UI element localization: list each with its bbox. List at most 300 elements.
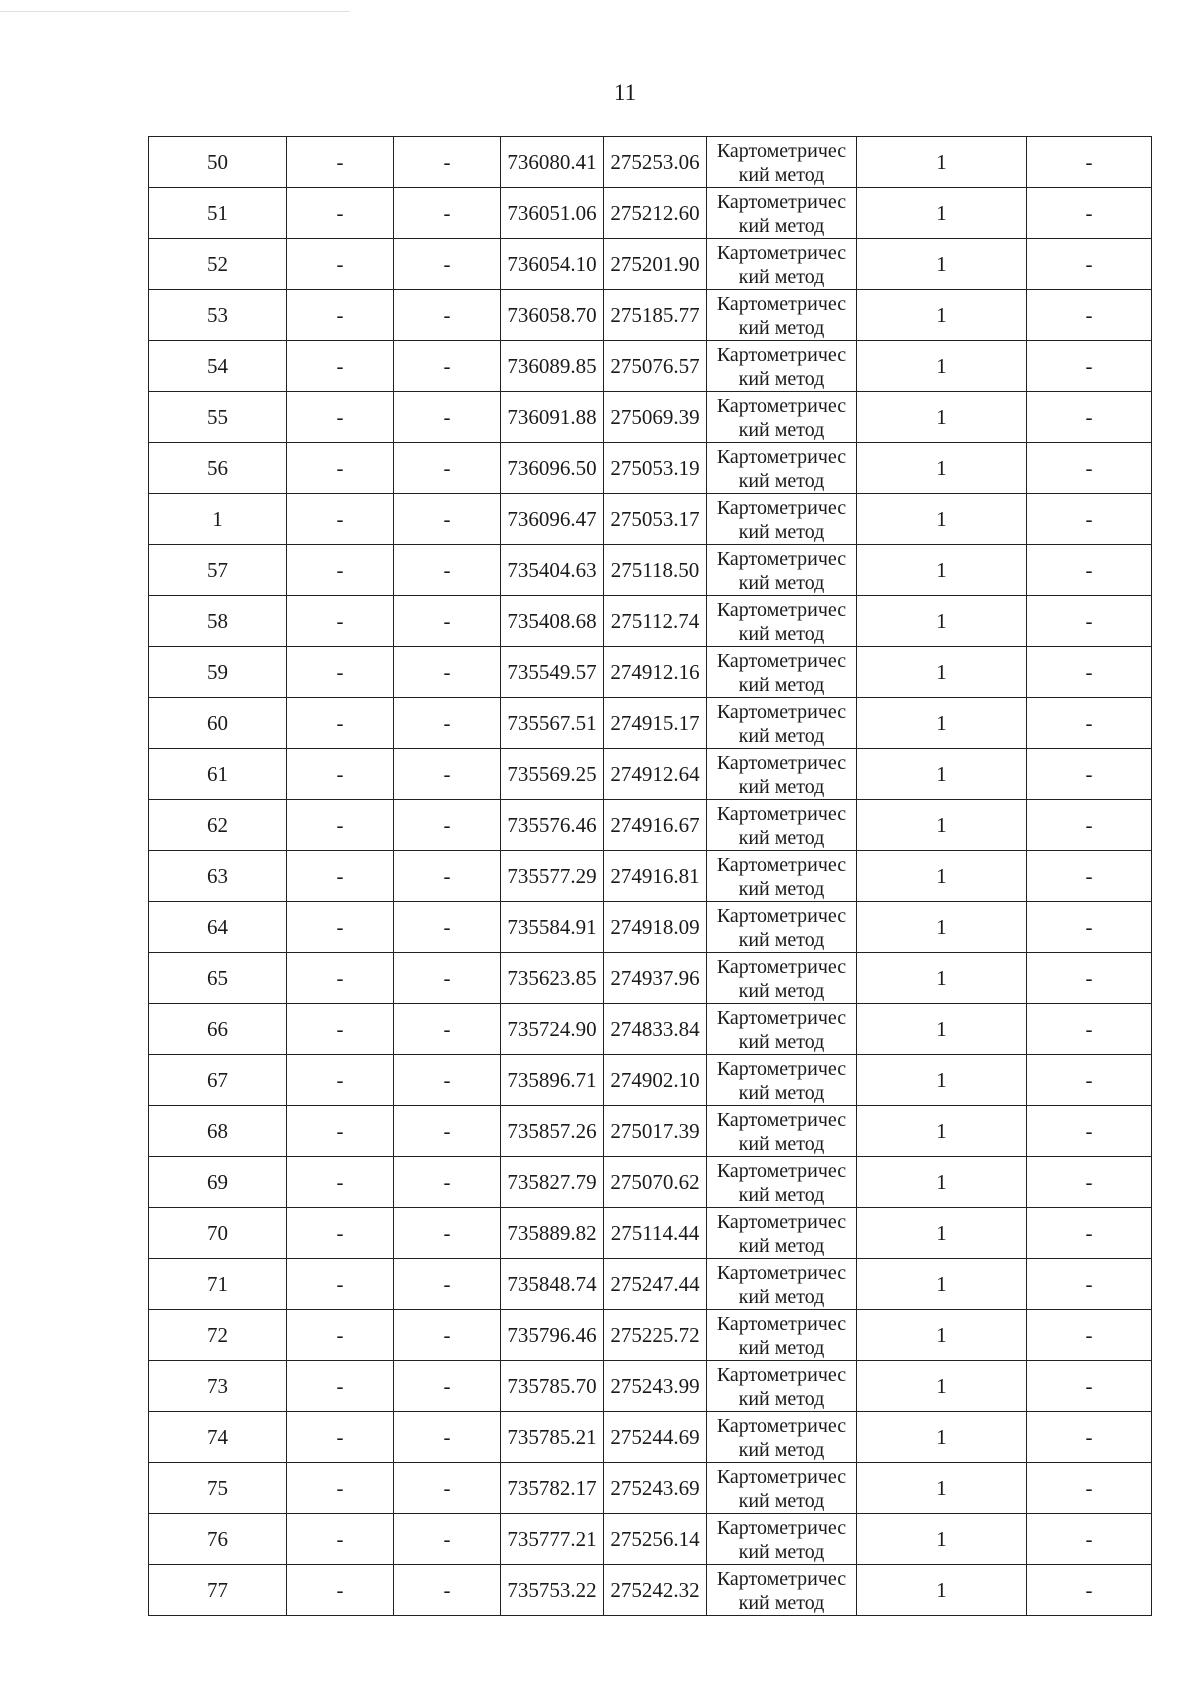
table-row (149, 1157, 1152, 1208)
empty-cell: - (287, 1055, 394, 1106)
empty-cell: - (287, 596, 394, 647)
empty-cell: - (394, 1208, 501, 1259)
description-cell: - (1027, 902, 1152, 953)
method-line-1: Картометричес (716, 548, 847, 570)
accuracy-cell: 1 (857, 443, 1027, 494)
method-line-2: кий метод (738, 419, 825, 441)
y-coordinate-cell: 274912.16 (604, 647, 707, 698)
table-row (149, 1259, 1152, 1310)
empty-cell: - (394, 1259, 501, 1310)
accuracy-cell: 1 (857, 953, 1027, 1004)
method-cell (707, 749, 857, 800)
accuracy-cell: 1 (857, 1310, 1027, 1361)
method-line-1: Картометричес (716, 1568, 847, 1590)
accuracy-cell: 1 (857, 1412, 1027, 1463)
point-number-cell: 53 (149, 290, 287, 341)
description-cell: - (1027, 137, 1152, 188)
empty-cell: - (394, 902, 501, 953)
accuracy-cell: 1 (857, 1106, 1027, 1157)
table-row (149, 1004, 1152, 1055)
empty-cell: - (287, 1208, 394, 1259)
method-cell (707, 1463, 857, 1514)
method-cell (707, 953, 857, 1004)
x-coordinate-cell: 735549.57 (501, 647, 604, 698)
description-cell: - (1027, 1208, 1152, 1259)
x-coordinate-cell: 735577.29 (501, 851, 604, 902)
y-coordinate-cell: 274918.09 (604, 902, 707, 953)
accuracy-cell: 1 (857, 1055, 1027, 1106)
point-number-cell: 51 (149, 188, 287, 239)
accuracy-cell: 1 (857, 290, 1027, 341)
empty-cell: - (287, 290, 394, 341)
description-cell: - (1027, 1565, 1152, 1616)
accuracy-cell: 1 (857, 1259, 1027, 1310)
x-coordinate-cell: 736051.06 (501, 188, 604, 239)
accuracy-cell: 1 (857, 902, 1027, 953)
method-cell (707, 1208, 857, 1259)
page-number: 11 (613, 80, 637, 105)
point-number-cell: 50 (149, 137, 287, 188)
point-number-cell: 1 (149, 494, 287, 545)
y-coordinate-cell: 275243.69 (604, 1463, 707, 1514)
table-row (149, 698, 1152, 749)
description-cell: - (1027, 1157, 1152, 1208)
y-coordinate-cell: 275253.06 (604, 137, 707, 188)
description-cell: - (1027, 953, 1152, 1004)
description-cell: - (1027, 341, 1152, 392)
empty-cell: - (287, 1004, 394, 1055)
point-number-cell: 58 (149, 596, 287, 647)
method-line-2: кий метод (738, 980, 825, 1002)
y-coordinate-cell: 275070.62 (604, 1157, 707, 1208)
method-line-1: Картометричес (716, 1109, 847, 1131)
table-row (149, 1310, 1152, 1361)
accuracy-cell: 1 (857, 137, 1027, 188)
table-row (149, 1361, 1152, 1412)
method-line-1: Картометричес (716, 395, 847, 417)
empty-cell: - (394, 698, 501, 749)
accuracy-cell: 1 (857, 1157, 1027, 1208)
method-cell (707, 1106, 857, 1157)
description-cell: - (1027, 290, 1152, 341)
table-row (149, 1514, 1152, 1565)
method-cell (707, 1259, 857, 1310)
method-cell (707, 800, 857, 851)
description-cell: - (1027, 647, 1152, 698)
description-cell: - (1027, 1259, 1152, 1310)
x-coordinate-cell: 735785.70 (501, 1361, 604, 1412)
y-coordinate-cell: 274916.67 (604, 800, 707, 851)
empty-cell: - (287, 698, 394, 749)
y-coordinate-cell: 275185.77 (604, 290, 707, 341)
point-number-cell: 69 (149, 1157, 287, 1208)
empty-cell: - (394, 1157, 501, 1208)
method-line-2: кий метод (738, 470, 825, 492)
method-cell (707, 545, 857, 596)
x-coordinate-cell: 735576.46 (501, 800, 604, 851)
x-coordinate-cell: 735896.71 (501, 1055, 604, 1106)
empty-cell: - (287, 851, 394, 902)
empty-cell: - (394, 1463, 501, 1514)
description-cell: - (1027, 800, 1152, 851)
method-cell (707, 902, 857, 953)
empty-cell: - (394, 1106, 501, 1157)
description-cell: - (1027, 1106, 1152, 1157)
table-row (149, 545, 1152, 596)
x-coordinate-cell: 735404.63 (501, 545, 604, 596)
empty-cell: - (394, 647, 501, 698)
accuracy-cell: 1 (857, 596, 1027, 647)
empty-cell: - (287, 494, 394, 545)
method-line-1: Картометричес (716, 956, 847, 978)
table-row (149, 341, 1152, 392)
method-line-2: кий метод (738, 776, 825, 798)
table-row (149, 392, 1152, 443)
empty-cell: - (287, 392, 394, 443)
accuracy-cell: 1 (857, 1208, 1027, 1259)
method-line-1: Картометричес (716, 854, 847, 876)
y-coordinate-cell: 275225.72 (604, 1310, 707, 1361)
empty-cell: - (394, 596, 501, 647)
y-coordinate-cell: 275076.57 (604, 341, 707, 392)
method-line-1: Картометричес (716, 803, 847, 825)
method-line-2: кий метод (738, 929, 825, 951)
empty-cell: - (394, 137, 501, 188)
method-line-2: кий метод (738, 1490, 825, 1512)
method-cell (707, 596, 857, 647)
y-coordinate-cell: 274833.84 (604, 1004, 707, 1055)
empty-cell: - (394, 851, 501, 902)
x-coordinate-cell: 736058.70 (501, 290, 604, 341)
accuracy-cell: 1 (857, 749, 1027, 800)
y-coordinate-cell: 275053.19 (604, 443, 707, 494)
accuracy-cell: 1 (857, 392, 1027, 443)
x-coordinate-cell: 735753.22 (501, 1565, 604, 1616)
empty-cell: - (394, 290, 501, 341)
empty-cell: - (287, 800, 394, 851)
method-line-1: Картометричес (716, 344, 847, 366)
y-coordinate-cell: 275201.90 (604, 239, 707, 290)
method-cell (707, 341, 857, 392)
accuracy-cell: 1 (857, 1004, 1027, 1055)
method-line-2: кий метод (738, 1388, 825, 1410)
method-line-2: кий метод (738, 1082, 825, 1104)
y-coordinate-cell: 275212.60 (604, 188, 707, 239)
empty-cell: - (287, 1259, 394, 1310)
table-row (149, 1055, 1152, 1106)
y-coordinate-cell: 275118.50 (604, 545, 707, 596)
method-cell (707, 239, 857, 290)
empty-cell: - (394, 239, 501, 290)
method-cell (707, 494, 857, 545)
method-line-1: Картометричес (716, 1517, 847, 1539)
empty-cell: - (394, 392, 501, 443)
accuracy-cell: 1 (857, 698, 1027, 749)
method-cell (707, 1055, 857, 1106)
point-number-cell: 64 (149, 902, 287, 953)
method-line-2: кий метод (738, 1235, 825, 1257)
empty-cell: - (394, 545, 501, 596)
x-coordinate-cell: 736096.50 (501, 443, 604, 494)
x-coordinate-cell: 735827.79 (501, 1157, 604, 1208)
method-cell (707, 290, 857, 341)
table-row (149, 851, 1152, 902)
method-line-1: Картометричес (716, 497, 847, 519)
method-line-2: кий метод (738, 1031, 825, 1053)
method-cell (707, 1565, 857, 1616)
y-coordinate-cell: 275244.69 (604, 1412, 707, 1463)
empty-cell: - (394, 1412, 501, 1463)
description-cell: - (1027, 188, 1152, 239)
x-coordinate-cell: 736054.10 (501, 239, 604, 290)
method-line-1: Картометричес (716, 650, 847, 672)
method-line-1: Картометричес (716, 242, 847, 264)
description-cell: - (1027, 851, 1152, 902)
method-line-1: Картометричес (716, 191, 847, 213)
point-number-cell: 68 (149, 1106, 287, 1157)
method-line-1: Картометричес (716, 1313, 847, 1335)
table-row (149, 443, 1152, 494)
method-line-2: кий метод (738, 368, 825, 390)
empty-cell: - (287, 1412, 394, 1463)
empty-cell: - (394, 443, 501, 494)
point-number-cell: 61 (149, 749, 287, 800)
description-cell: - (1027, 1310, 1152, 1361)
empty-cell: - (287, 1463, 394, 1514)
point-number-cell: 74 (149, 1412, 287, 1463)
method-line-1: Картометричес (716, 701, 847, 723)
point-number-cell: 56 (149, 443, 287, 494)
empty-cell: - (287, 341, 394, 392)
method-line-1: Картометричес (716, 140, 847, 162)
method-line-2: кий метод (738, 521, 825, 543)
description-cell: - (1027, 1055, 1152, 1106)
method-line-2: кий метод (738, 164, 825, 186)
empty-cell: - (394, 494, 501, 545)
x-coordinate-cell: 736096.47 (501, 494, 604, 545)
empty-cell: - (394, 1055, 501, 1106)
point-number-cell: 76 (149, 1514, 287, 1565)
x-coordinate-cell: 735584.91 (501, 902, 604, 953)
x-coordinate-cell: 735889.82 (501, 1208, 604, 1259)
accuracy-cell: 1 (857, 1565, 1027, 1616)
accuracy-cell: 1 (857, 1463, 1027, 1514)
accuracy-cell: 1 (857, 494, 1027, 545)
y-coordinate-cell: 274912.64 (604, 749, 707, 800)
method-line-1: Картометричес (716, 1007, 847, 1029)
point-number-cell: 75 (149, 1463, 287, 1514)
point-number-cell: 63 (149, 851, 287, 902)
y-coordinate-cell: 274915.17 (604, 698, 707, 749)
table-row (149, 290, 1152, 341)
empty-cell: - (394, 1514, 501, 1565)
x-coordinate-cell: 735569.25 (501, 749, 604, 800)
empty-cell: - (394, 1004, 501, 1055)
method-line-1: Картометричес (716, 905, 847, 927)
empty-cell: - (287, 647, 394, 698)
method-line-2: кий метод (738, 1541, 825, 1563)
point-number-cell: 66 (149, 1004, 287, 1055)
accuracy-cell: 1 (857, 1514, 1027, 1565)
method-line-2: кий метод (738, 215, 825, 237)
description-cell: - (1027, 749, 1152, 800)
x-coordinate-cell: 735623.85 (501, 953, 604, 1004)
empty-cell: - (394, 953, 501, 1004)
method-line-1: Картометричес (716, 1160, 847, 1182)
method-line-1: Картометричес (716, 1211, 847, 1233)
method-line-2: кий метод (738, 1337, 825, 1359)
point-number-cell: 59 (149, 647, 287, 698)
y-coordinate-cell: 275256.14 (604, 1514, 707, 1565)
table-body (149, 137, 1152, 1616)
y-coordinate-cell: 275069.39 (604, 392, 707, 443)
empty-cell: - (287, 137, 394, 188)
method-line-2: кий метод (738, 1184, 825, 1206)
empty-cell: - (287, 188, 394, 239)
x-coordinate-cell: 735848.74 (501, 1259, 604, 1310)
y-coordinate-cell: 275243.99 (604, 1361, 707, 1412)
method-cell (707, 1514, 857, 1565)
table-row (149, 749, 1152, 800)
point-number-cell: 72 (149, 1310, 287, 1361)
table-row (149, 953, 1152, 1004)
y-coordinate-cell: 275112.74 (604, 596, 707, 647)
empty-cell: - (287, 545, 394, 596)
method-cell (707, 443, 857, 494)
x-coordinate-cell: 735796.46 (501, 1310, 604, 1361)
method-cell (707, 647, 857, 698)
method-line-1: Картометричес (716, 599, 847, 621)
x-coordinate-cell: 735408.68 (501, 596, 604, 647)
x-coordinate-cell: 736091.88 (501, 392, 604, 443)
table-row (149, 1463, 1152, 1514)
x-coordinate-cell: 735777.21 (501, 1514, 604, 1565)
method-line-1: Картометричес (716, 1262, 847, 1284)
table-row (149, 137, 1152, 188)
description-cell: - (1027, 239, 1152, 290)
empty-cell: - (394, 188, 501, 239)
y-coordinate-cell: 275017.39 (604, 1106, 707, 1157)
method-cell (707, 1004, 857, 1055)
y-coordinate-cell: 275247.44 (604, 1259, 707, 1310)
empty-cell: - (287, 902, 394, 953)
accuracy-cell: 1 (857, 188, 1027, 239)
accuracy-cell: 1 (857, 341, 1027, 392)
point-number-cell: 62 (149, 800, 287, 851)
description-cell: - (1027, 1004, 1152, 1055)
y-coordinate-cell: 274902.10 (604, 1055, 707, 1106)
method-cell (707, 188, 857, 239)
method-line-1: Картометричес (716, 1466, 847, 1488)
method-line-2: кий метод (738, 1286, 825, 1308)
empty-cell: - (287, 1514, 394, 1565)
scan-edge-line (0, 11, 350, 12)
point-number-cell: 73 (149, 1361, 287, 1412)
empty-cell: - (394, 800, 501, 851)
empty-cell: - (287, 953, 394, 1004)
method-cell (707, 392, 857, 443)
point-number-cell: 52 (149, 239, 287, 290)
description-cell: - (1027, 545, 1152, 596)
method-cell (707, 851, 857, 902)
table-row (149, 800, 1152, 851)
point-number-cell: 70 (149, 1208, 287, 1259)
method-line-1: Картометричес (716, 1058, 847, 1080)
accuracy-cell: 1 (857, 647, 1027, 698)
empty-cell: - (394, 1361, 501, 1412)
empty-cell: - (394, 341, 501, 392)
empty-cell: - (394, 1565, 501, 1616)
empty-cell: - (287, 239, 394, 290)
accuracy-cell: 1 (857, 1361, 1027, 1412)
table-row (149, 596, 1152, 647)
table-row (149, 1412, 1152, 1463)
empty-cell: - (394, 1310, 501, 1361)
point-number-cell: 60 (149, 698, 287, 749)
method-line-2: кий метод (738, 1133, 825, 1155)
description-cell: - (1027, 698, 1152, 749)
description-cell: - (1027, 494, 1152, 545)
method-line-2: кий метод (738, 266, 825, 288)
method-line-2: кий метод (738, 674, 825, 696)
y-coordinate-cell: 274916.81 (604, 851, 707, 902)
method-cell (707, 1157, 857, 1208)
point-number-cell: 77 (149, 1565, 287, 1616)
y-coordinate-cell: 275242.32 (604, 1565, 707, 1616)
accuracy-cell: 1 (857, 239, 1027, 290)
empty-cell: - (287, 1565, 394, 1616)
point-number-cell: 71 (149, 1259, 287, 1310)
point-number-cell: 55 (149, 392, 287, 443)
accuracy-cell: 1 (857, 800, 1027, 851)
method-line-2: кий метод (738, 827, 825, 849)
description-cell: - (1027, 1514, 1152, 1565)
method-line-2: кий метод (738, 572, 825, 594)
description-cell: - (1027, 1412, 1152, 1463)
x-coordinate-cell: 735857.26 (501, 1106, 604, 1157)
y-coordinate-cell: 275114.44 (604, 1208, 707, 1259)
x-coordinate-cell: 735785.21 (501, 1412, 604, 1463)
method-cell (707, 1361, 857, 1412)
method-line-1: Картометричес (716, 752, 847, 774)
x-coordinate-cell: 735724.90 (501, 1004, 604, 1055)
x-coordinate-cell: 735567.51 (501, 698, 604, 749)
point-number-cell: 65 (149, 953, 287, 1004)
coordinates-table (148, 136, 1152, 1616)
empty-cell: - (287, 1106, 394, 1157)
x-coordinate-cell: 736089.85 (501, 341, 604, 392)
empty-cell: - (287, 749, 394, 800)
description-cell: - (1027, 596, 1152, 647)
method-line-1: Картометричес (716, 1364, 847, 1386)
method-line-2: кий метод (738, 317, 825, 339)
table-row (149, 902, 1152, 953)
y-coordinate-cell: 274937.96 (604, 953, 707, 1004)
x-coordinate-cell: 735782.17 (501, 1463, 604, 1514)
table-row (149, 188, 1152, 239)
description-cell: - (1027, 1463, 1152, 1514)
table-row (149, 647, 1152, 698)
table-row (149, 1208, 1152, 1259)
y-coordinate-cell: 275053.17 (604, 494, 707, 545)
accuracy-cell: 1 (857, 545, 1027, 596)
point-number-cell: 57 (149, 545, 287, 596)
empty-cell: - (287, 1361, 394, 1412)
method-line-2: кий метод (738, 878, 825, 900)
method-cell (707, 1412, 857, 1463)
empty-cell: - (287, 1310, 394, 1361)
method-line-2: кий метод (738, 725, 825, 747)
